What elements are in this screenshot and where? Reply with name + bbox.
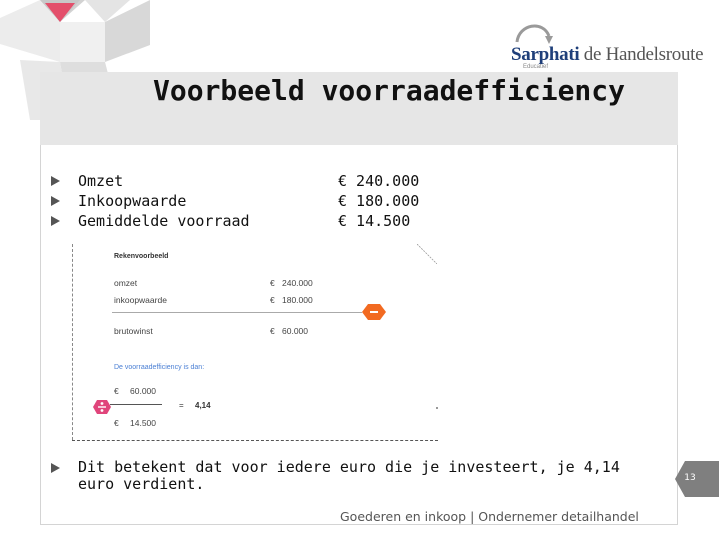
- example-row-label: inkoopwaarde: [114, 295, 167, 305]
- example-note: De voorraadefficiency is dan:: [114, 364, 205, 371]
- example-numerator: 60.000: [130, 386, 156, 396]
- bullet-item: [48, 171, 250, 191]
- example-row-value: 180.000: [282, 295, 313, 305]
- logo-tagline: Educatief: [523, 64, 549, 70]
- calculation-example-image: [72, 244, 440, 444]
- bullet-value: € 14.500: [338, 212, 411, 230]
- example-row-label: omzet: [114, 278, 138, 288]
- example-denominator: 14.500: [130, 418, 156, 428]
- value-list: [338, 171, 419, 231]
- conclusion-text: Dit betekent dat voor iedere euro die je investeert, je 4,14 euro verdient.: [78, 458, 620, 493]
- example-numerator-currency: €: [114, 386, 119, 396]
- bullet-item: [48, 191, 250, 211]
- bullet-arrow-icon: [51, 463, 60, 473]
- logo-brand: Sarphati: [511, 44, 580, 65]
- bullet-arrow-icon: [51, 176, 60, 186]
- example-row-value: 240.000: [282, 278, 313, 288]
- example-row-currency: €: [270, 295, 275, 305]
- bullet-item: [48, 211, 250, 231]
- example-corner-line: [417, 244, 437, 264]
- example-subtotal-line: [112, 312, 362, 313]
- bullet-label: Inkoopwaarde: [78, 192, 187, 210]
- divide-badge-icon: [93, 400, 111, 414]
- example-row-currency: €: [270, 326, 275, 336]
- example-row-currency: €: [270, 278, 275, 288]
- example-border: [72, 440, 438, 441]
- bullet-arrow-icon: [51, 196, 60, 206]
- bullet-label: Gemiddelde voorraad: [78, 212, 250, 230]
- minus-badge-icon: [362, 303, 386, 321]
- example-fraction-line: [110, 404, 162, 405]
- example-equals: =: [179, 401, 184, 410]
- logo: [505, 18, 704, 74]
- bullet-arrow-icon: [51, 216, 60, 226]
- example-heading: Rekenvoorbeeld: [114, 253, 169, 260]
- example-row-value: 60.000: [282, 326, 308, 336]
- footer-text: Goederen en inkoop | Ondernemer detailhandel: [340, 509, 639, 524]
- bullet-list: [48, 171, 250, 231]
- example-border: [72, 244, 73, 440]
- example-dot: [436, 407, 438, 409]
- logo-name: de Handelsroute: [579, 44, 704, 65]
- conclusion-bullet: [48, 459, 658, 493]
- page-number: 13: [684, 473, 696, 483]
- example-result: 4,14: [195, 401, 211, 410]
- bullet-label: Omzet: [78, 172, 124, 190]
- example-row-label: brutowinst: [114, 326, 153, 336]
- bullet-value: € 240.000: [338, 172, 420, 190]
- bullet-value: € 180.000: [338, 192, 420, 210]
- slide-title: Voorbeeld voorraadefficiency: [153, 74, 626, 107]
- example-denominator-currency: €: [114, 418, 119, 428]
